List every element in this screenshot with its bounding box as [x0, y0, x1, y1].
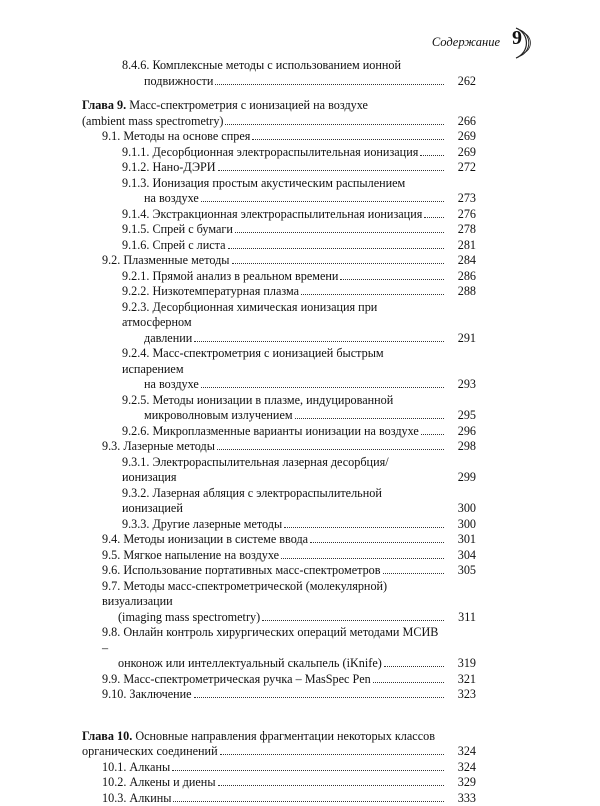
- page-number: 9: [512, 27, 522, 50]
- dot-leader: [310, 542, 444, 543]
- toc-entry[interactable]: [122, 238, 476, 254]
- toc-entry-line: [82, 744, 446, 760]
- toc-entry-line: [102, 548, 446, 564]
- toc-entry-line: [122, 377, 446, 393]
- toc-page-number: 299: [446, 470, 476, 486]
- toc-entry-text: Основные направления фрагментации некоторых классов: [135, 729, 435, 743]
- toc-page-number: 291: [446, 331, 476, 347]
- toc-entry[interactable]: [122, 176, 476, 207]
- toc-entry-line: [102, 775, 446, 791]
- toc-entry-line: [122, 74, 446, 90]
- dot-leader: [384, 666, 444, 667]
- toc-entry-line: [102, 253, 446, 269]
- toc-entry-line: [122, 207, 446, 223]
- dot-leader: [217, 449, 444, 450]
- toc-entry-line: [82, 114, 446, 130]
- toc-page-number: 296: [446, 424, 476, 440]
- toc-entry[interactable]: [122, 424, 476, 440]
- toc-page-number: 293: [446, 377, 476, 393]
- toc-entry-text: 9.1.1. Десорбционная электрораспылительная ионизация: [122, 145, 418, 161]
- dot-leader: [281, 558, 444, 559]
- toc-page-number: 276: [446, 207, 476, 223]
- toc-entry-text: 9.2.3. Десорбционная химическая ионизация при атмосферном: [122, 300, 377, 330]
- toc-entry-text: (imaging mass spectrometry): [118, 610, 260, 626]
- toc-entry-line: [122, 269, 446, 285]
- toc-page-number: 300: [446, 501, 476, 517]
- toc-page-number: 295: [446, 408, 476, 424]
- toc-entry-line: [122, 191, 446, 207]
- running-header-title: Содержание: [432, 35, 500, 50]
- toc-entry[interactable]: [102, 687, 476, 703]
- toc-page-number: 272: [446, 160, 476, 176]
- toc-entry-line: [122, 300, 446, 331]
- toc-entry-text: 9.1.2. Нано-ДЭРИ: [122, 160, 216, 176]
- toc-entry-text: микроволновым излучением: [144, 408, 293, 424]
- toc-entry-line: [102, 563, 446, 579]
- dot-leader: [284, 527, 444, 528]
- toc-entry-line: [102, 532, 446, 548]
- toc-page-number: 288: [446, 284, 476, 300]
- toc-page-number: 262: [446, 74, 476, 90]
- toc-entry-text: 9.3. Лазерные методы: [102, 439, 215, 455]
- toc-entry-text: 9.8. Онлайн контроль хирургических операций методами МСИВ –: [102, 625, 438, 655]
- toc-entry[interactable]: [102, 548, 476, 564]
- toc-entry-line: [102, 656, 446, 672]
- toc-entry-text: 9.4. Методы ионизации в системе ввода: [102, 532, 308, 548]
- toc-entry[interactable]: [122, 346, 476, 393]
- toc-entry-line: [122, 486, 446, 517]
- toc-entry-text: онконож или интеллектуальный скальпель (iKnife): [118, 656, 382, 672]
- toc-entry[interactable]: [102, 760, 476, 776]
- toc-entry[interactable]: [102, 439, 476, 455]
- dot-leader: [228, 248, 444, 249]
- toc-entry[interactable]: [102, 532, 476, 548]
- dot-leader: [218, 785, 444, 786]
- dot-leader: [225, 124, 444, 125]
- toc-page-number: 273: [446, 191, 476, 207]
- toc-entry-text: 10.1. Алканы: [102, 760, 170, 776]
- toc-entry[interactable]: [102, 791, 476, 806]
- toc-page-number: 301: [446, 532, 476, 548]
- toc-chapter-entry[interactable]: [82, 98, 476, 129]
- toc-page-number: 278: [446, 222, 476, 238]
- toc-entry-line: [122, 331, 446, 347]
- toc-entry-text: 9.2.1. Прямой анализ в реальном времени: [122, 269, 338, 285]
- dot-leader: [201, 387, 444, 388]
- toc-entry[interactable]: [122, 145, 476, 161]
- toc-entry[interactable]: [122, 58, 476, 89]
- toc-page-number: 304: [446, 548, 476, 564]
- toc-entry-text: на воздухе: [144, 377, 199, 393]
- toc-entry-line: [102, 672, 446, 688]
- toc-entry-line: [122, 346, 446, 377]
- toc-entry-text: давлении: [144, 331, 192, 347]
- toc-page-number: 281: [446, 238, 476, 254]
- toc-entry-text: 9.5. Мягкое напыление на воздухе: [102, 548, 279, 564]
- dot-leader: [194, 341, 444, 342]
- toc-entry-line: [122, 58, 446, 74]
- toc-entry[interactable]: [102, 775, 476, 791]
- toc-entry[interactable]: [122, 160, 476, 176]
- toc-entry[interactable]: [102, 625, 476, 672]
- toc-entry-line: [102, 625, 446, 656]
- toc-page-number: 286: [446, 269, 476, 285]
- toc-page-number: 324: [446, 744, 476, 760]
- toc-entry[interactable]: [102, 563, 476, 579]
- toc-entry-text: 9.2. Плазменные методы: [102, 253, 230, 269]
- toc-page-number: 321: [446, 672, 476, 688]
- dot-leader: [235, 232, 444, 233]
- dot-leader: [201, 201, 444, 202]
- dot-leader: [194, 697, 444, 698]
- dot-leader: [220, 754, 444, 755]
- dot-leader: [301, 294, 444, 295]
- toc-entry[interactable]: [102, 672, 476, 688]
- toc-entry-text: 9.1.4. Экстракционная электрораспылительная ионизация: [122, 207, 422, 223]
- toc-entry-line: [122, 145, 446, 161]
- toc-page-number: 266: [446, 114, 476, 130]
- toc-entry-line: [102, 610, 446, 626]
- toc-entry-text: 9.3.3. Другие лазерные методы: [122, 517, 282, 533]
- toc-entry-text: (ambient mass spectrometry): [82, 114, 223, 130]
- toc-entry-text: 10.3. Алкины: [102, 791, 171, 806]
- dot-leader: [424, 217, 444, 218]
- toc-entry-text: 9.7. Методы масс-спектрометрической (молекулярной) визуализации: [102, 579, 387, 609]
- toc-entry[interactable]: [122, 269, 476, 285]
- toc-entry-line: [102, 687, 446, 703]
- toc-entry-text: 9.10. Заключение: [102, 687, 192, 703]
- toc-page-number: 269: [446, 129, 476, 145]
- toc-chapter-entry[interactable]: [82, 729, 476, 760]
- toc-entry-line: [82, 98, 446, 114]
- toc-entry-line: [102, 760, 446, 776]
- toc-entry-line: [122, 424, 446, 440]
- toc-page-number: 333: [446, 791, 476, 806]
- toc-entry-line: [122, 284, 446, 300]
- toc-entry-text: 9.2.2. Низкотемпературная плазма: [122, 284, 299, 300]
- toc-entry[interactable]: [122, 222, 476, 238]
- table-of-contents: [82, 58, 476, 806]
- toc-entry-text: органических соединений: [82, 744, 218, 760]
- toc-entry-line: [122, 160, 446, 176]
- toc-entry-text: 9.6. Использование портативных масс-спектрометров: [102, 563, 381, 579]
- dot-leader: [172, 770, 444, 771]
- toc-entry-line: [102, 791, 446, 806]
- toc-page-number: 319: [446, 656, 476, 672]
- dot-leader: [383, 573, 444, 574]
- toc-entry[interactable]: [122, 207, 476, 223]
- toc-entry-text: 9.1.6. Спрей с листа: [122, 238, 226, 254]
- toc-entry-text: 9.9. Масс-спектрометрическая ручка – MasSpec Pen: [102, 672, 371, 688]
- dot-leader: [262, 620, 444, 621]
- dot-leader: [421, 434, 444, 435]
- toc-entry[interactable]: [122, 284, 476, 300]
- dot-leader: [173, 801, 444, 802]
- toc-entry[interactable]: [122, 517, 476, 533]
- toc-entry-text: 9.3.1. Электрораспылительная лазерная десорбция/ионизация: [122, 455, 442, 486]
- toc-entry[interactable]: [122, 486, 476, 517]
- toc-page-number: 269: [446, 145, 476, 161]
- dot-leader: [215, 84, 444, 85]
- toc-entry[interactable]: [102, 129, 476, 145]
- toc-page-number: 323: [446, 687, 476, 703]
- dot-leader: [295, 418, 444, 419]
- toc-entry-line: [122, 408, 446, 424]
- toc-page-number: 305: [446, 563, 476, 579]
- toc-entry-line: [102, 579, 446, 610]
- toc-entry-line: [122, 455, 446, 486]
- toc-entry-line: [122, 517, 446, 533]
- toc-page-number: 311: [446, 610, 476, 626]
- chapter-label: Глава 10.: [82, 729, 132, 743]
- page-header: [336, 26, 536, 60]
- chapter-gap: [82, 703, 476, 720]
- dot-leader: [340, 279, 444, 280]
- toc-entry-text: 9.2.6. Микроплазменные варианты ионизации на воздухе: [122, 424, 419, 440]
- toc-entry-text: Масс-спектрометрия с ионизацией на воздухе: [129, 98, 368, 112]
- toc-page-number: 300: [446, 517, 476, 533]
- toc-entry-text: 9.2.4. Масс-спектрометрия с ионизацией быстрым испарением: [122, 346, 384, 376]
- toc-entry-line: [122, 222, 446, 238]
- toc-page-number: 329: [446, 775, 476, 791]
- toc-entry-line: [102, 129, 446, 145]
- toc-entry[interactable]: [102, 579, 476, 626]
- toc-page-number: 298: [446, 439, 476, 455]
- toc-entry[interactable]: [122, 393, 476, 424]
- toc-entry-text: 9.3.2. Лазерная абляция с электрораспылительной ионизацией: [122, 486, 442, 517]
- toc-entry-text: 9.1.3. Ионизация простым акустическим распылением: [122, 176, 405, 190]
- toc-entry-line: [122, 176, 446, 192]
- toc-entry-text: подвижности: [144, 74, 213, 90]
- dot-leader: [373, 682, 444, 683]
- toc-entry[interactable]: [122, 300, 476, 347]
- page-number-ornament-icon: [512, 26, 536, 60]
- toc-entry-text: 9.1. Методы на основе спрея: [102, 129, 250, 145]
- chapter-label: Глава 9.: [82, 98, 126, 112]
- toc-entry-text: 9.1.5. Спрей с бумаги: [122, 222, 233, 238]
- toc-entry-text: 8.4.6. Комплексные методы с использованием ионной: [122, 58, 401, 72]
- dot-leader: [218, 170, 444, 171]
- toc-page-number: 284: [446, 253, 476, 269]
- toc-entry-text: 9.2.5. Методы ионизации в плазме, индуцированной: [122, 393, 393, 407]
- dot-leader: [252, 139, 444, 140]
- toc-entry-text: 10.2. Алкены и диены: [102, 775, 216, 791]
- toc-entry-line: [122, 238, 446, 254]
- toc-entry-line: [102, 439, 446, 455]
- dot-leader: [420, 155, 444, 156]
- toc-entry-line: [82, 729, 446, 745]
- toc-entry[interactable]: [122, 455, 476, 486]
- toc-page-number: 324: [446, 760, 476, 776]
- dot-leader: [232, 263, 445, 264]
- toc-entry-line: [122, 393, 446, 409]
- toc-entry-text: на воздухе: [144, 191, 199, 207]
- toc-entry[interactable]: [102, 253, 476, 269]
